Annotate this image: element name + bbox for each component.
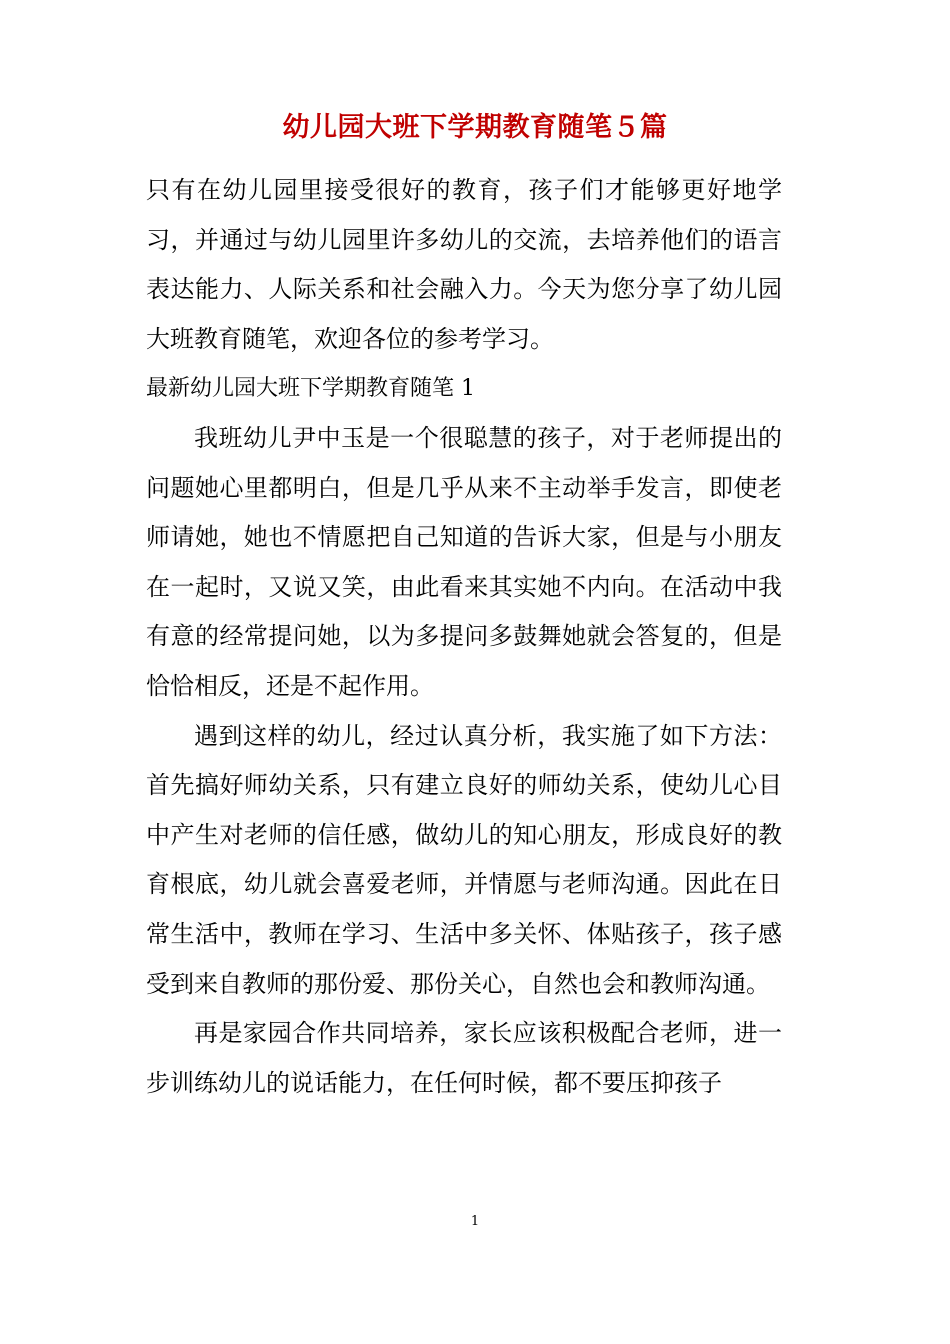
intro-paragraph: 只有在幼儿园里接受很好的教育，孩子们才能够更好地学习，并通过与幼儿园里许多幼儿的交流，去培养他们的语言表达能力、人际关系和社会融入力。今天为您分享了幼儿园大班教育随笔，欢迎各位的参考学习。 <box>146 176 782 353</box>
document-body <box>146 166 782 1108</box>
body-paragraph-2: 遇到这样的幼儿，经过认真分析，我实施了如下方法：首先搞好师幼关系，只有建立良好的师幼关系，使幼儿心目中产生对老师的信任感，做幼儿的知心朋友，形成良好的教育根底，幼儿就会喜爱老师，并情愿与老师沟通。因此在日常生活中，教师在学习、生活中多关怀、体贴孩子，孩子感受到来自教师的那份爱、那份关心，自然也会和教师沟通。 <box>146 721 782 998</box>
section-heading: 最新幼儿园大班下学期教育随笔 1 <box>146 376 475 402</box>
document-title: 幼儿园大班下学期教育随笔５篇 <box>282 112 668 143</box>
page-number: 1 <box>470 1214 480 1229</box>
body-paragraph-3: 再是家园合作共同培养，家长应该积极配合老师，进一步训练幼儿的说话能力，在任何时候，都不要压抑孩子 <box>146 1019 782 1097</box>
body-paragraph-1: 我班幼儿尹中玉是一个很聪慧的孩子，对于老师提出的问题她心里都明白，但是几乎从来不主动举手发言，即使老师请她，她也不情愿把自己知道的告诉大家，但是与小朋友在一起时，又说又笑，由此看来其实她不内向。在活动中我有意的经常提问她，以为多提问多鼓舞她就会答复的，但是恰恰相反，还是不起作用。 <box>146 423 782 700</box>
